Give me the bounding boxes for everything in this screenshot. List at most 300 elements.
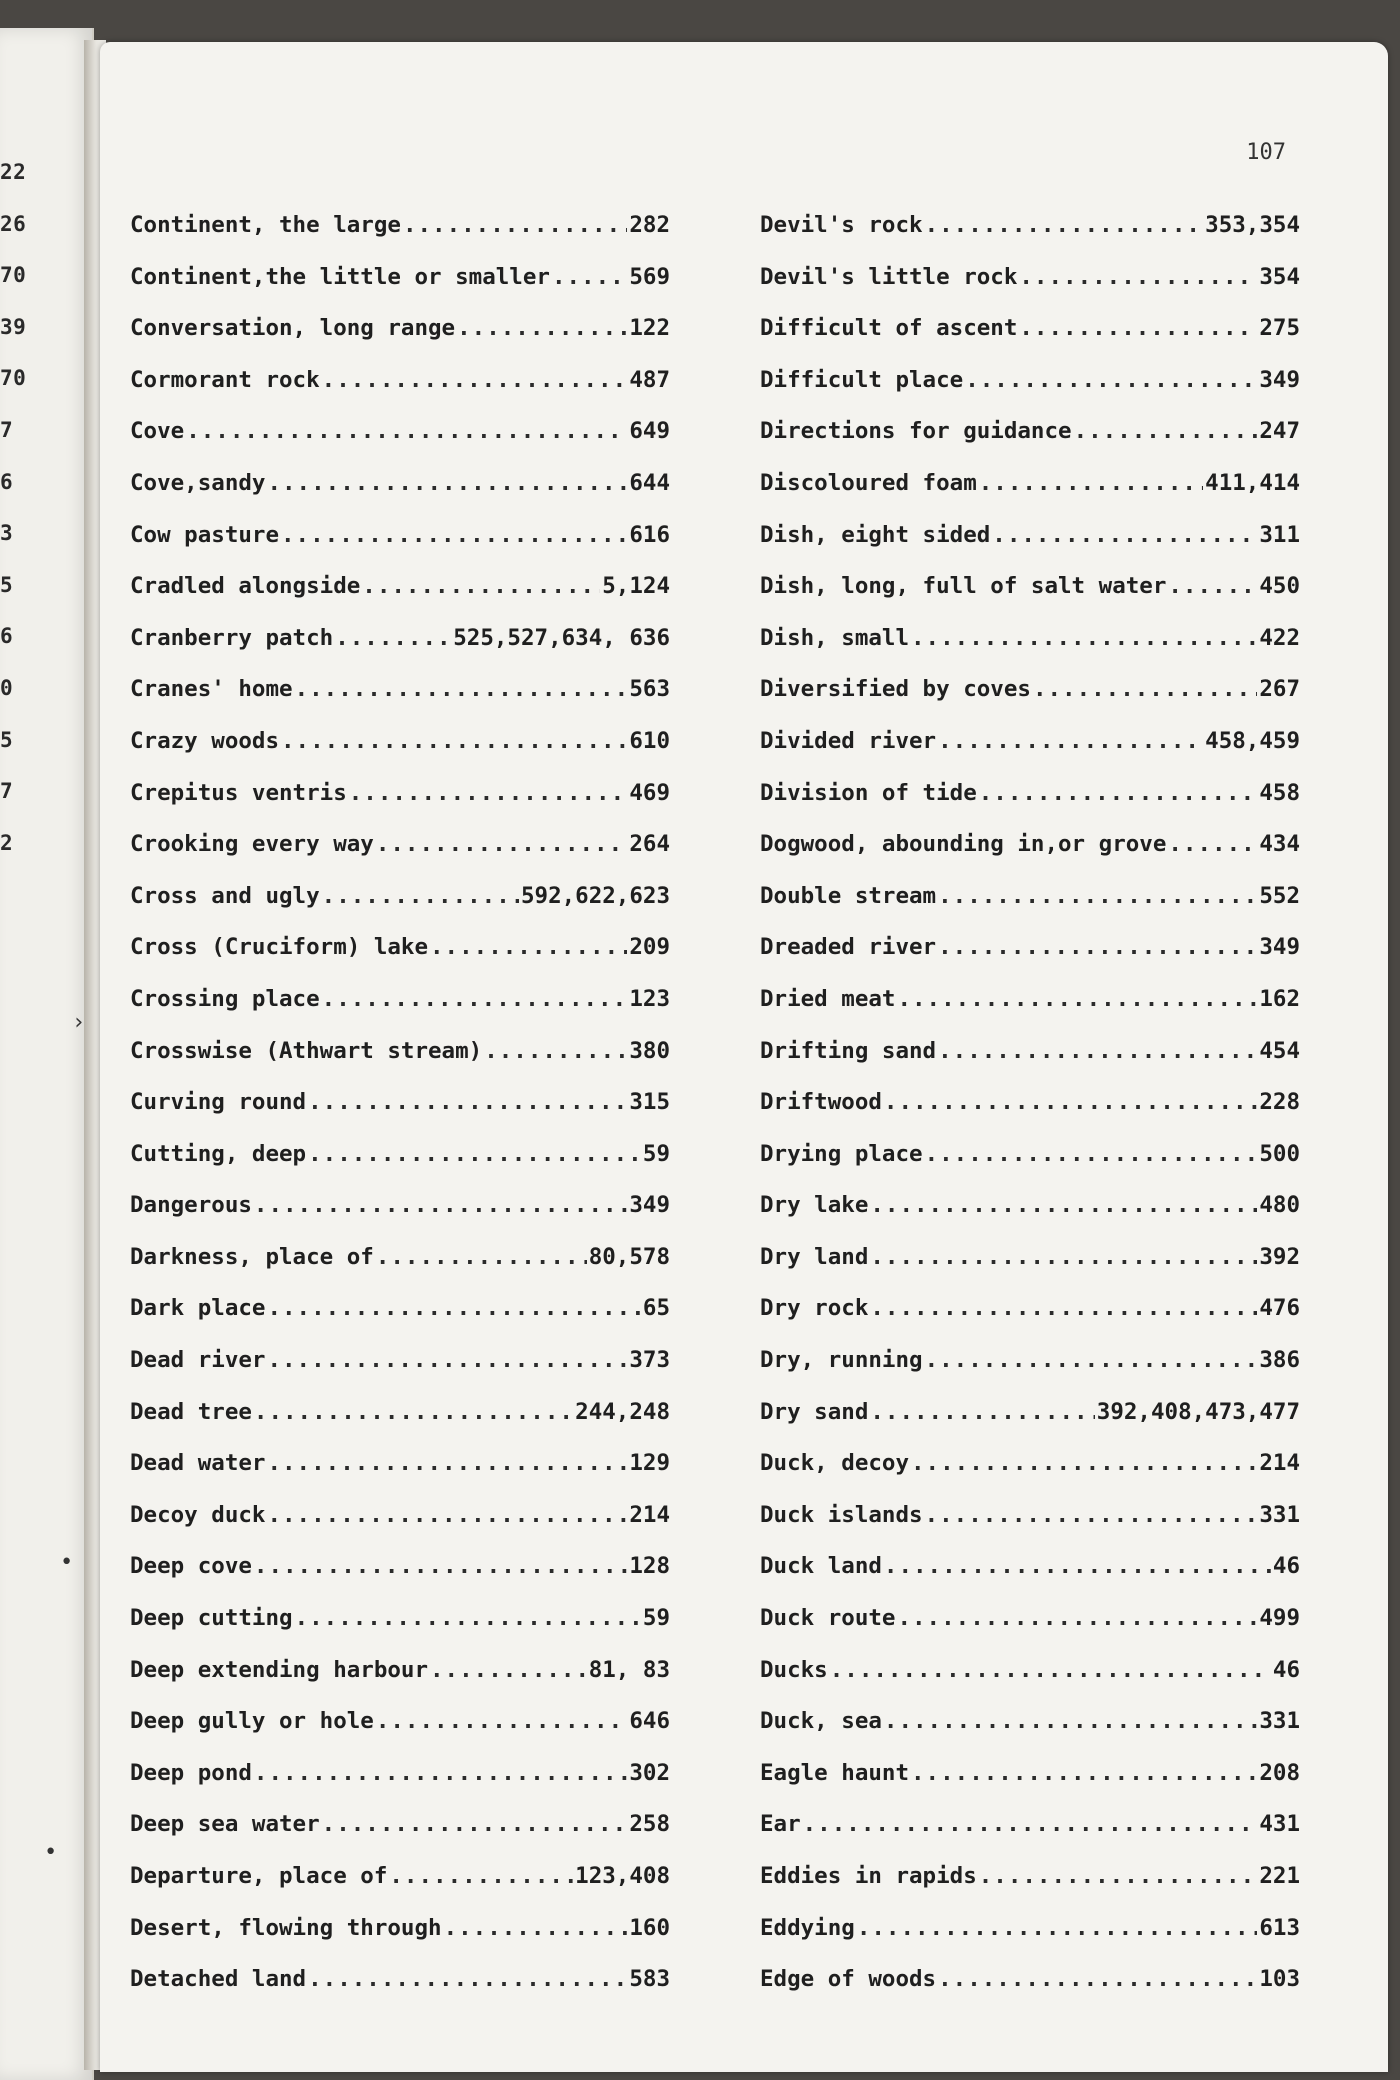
index-page-refs: 434	[1259, 831, 1300, 858]
index-entry	[130, 470, 670, 522]
index-term: Continent,the little or smaller	[130, 263, 550, 290]
index-term: Division of tide	[760, 779, 977, 806]
index-entry	[760, 212, 1300, 264]
dot-leader	[430, 934, 627, 960]
index-entry	[760, 1863, 1300, 1915]
index-entry	[760, 1553, 1300, 1605]
index-term: Cow pasture	[130, 521, 280, 548]
index-term: Edge of woods	[760, 1966, 937, 1993]
dot-leader	[308, 1141, 641, 1167]
index-term: Dry rock	[760, 1295, 869, 1322]
index-page-refs: 499	[1259, 1605, 1300, 1632]
index-page-refs: 46	[1272, 1553, 1300, 1580]
index-term: Deep extending harbour	[130, 1656, 429, 1683]
dot-leader	[322, 986, 628, 1012]
index-page-refs: 331	[1259, 1501, 1300, 1528]
index-term: Ear	[760, 1811, 801, 1838]
index-entry	[760, 264, 1300, 316]
index-entry	[130, 1553, 670, 1605]
index-entry	[760, 1450, 1300, 1502]
dot-leader	[1168, 831, 1257, 857]
index-page-refs: 552	[1259, 882, 1300, 909]
index-entry	[130, 1141, 670, 1193]
dot-leader	[897, 986, 1257, 1012]
index-page-refs: 214	[1259, 1450, 1300, 1477]
facing-page-fragment: 22	[0, 160, 27, 184]
index-page-refs: 646	[629, 1708, 670, 1735]
index-term: Devil's little rock	[760, 263, 1018, 290]
index-term: Duck, decoy	[760, 1450, 910, 1477]
index-entry	[130, 1038, 670, 1090]
facing-page-fragment: 7	[0, 779, 14, 804]
index-page-refs: 649	[629, 418, 670, 445]
index-page-refs: 275	[1259, 315, 1300, 342]
dot-leader	[803, 1811, 1258, 1837]
index-term: Cove	[130, 418, 185, 445]
index-entry	[130, 1708, 670, 1760]
page-number: 107	[1246, 140, 1286, 165]
index-term: Curving round	[130, 1089, 307, 1116]
index-term: Eddies in rapids	[760, 1863, 977, 1889]
index-page-refs: 302	[629, 1759, 670, 1786]
index-term: Driftwood	[760, 1089, 882, 1116]
index-page-refs: 349	[1259, 366, 1300, 393]
index-term: Difficult place	[760, 366, 964, 393]
dot-leader	[925, 212, 1204, 238]
index-entry	[130, 264, 670, 316]
index-term: Dry land	[760, 1243, 869, 1270]
dot-leader	[1019, 264, 1257, 290]
dot-leader	[362, 573, 600, 599]
index-page-refs: 162	[1259, 985, 1300, 1012]
index-entry	[130, 780, 670, 832]
dot-leader	[938, 728, 1203, 754]
dot-leader	[911, 1760, 1257, 1786]
index-term: Dry, running	[760, 1347, 923, 1374]
index-page-refs: 480	[1259, 1192, 1300, 1219]
dot-leader	[830, 1657, 1271, 1683]
dot-leader	[965, 367, 1257, 393]
index-term: Crosswise (Athwart stream)	[130, 1037, 483, 1064]
index-term: Divided river	[760, 727, 937, 754]
index-entry	[130, 934, 670, 986]
index-page-refs: 569	[629, 263, 670, 290]
facing-page-fragment: 6	[0, 624, 14, 649]
index-page-refs: 128	[629, 1553, 670, 1580]
index-entry	[130, 1966, 670, 2018]
dot-leader	[857, 1915, 1258, 1941]
index-term: Deep cove	[130, 1553, 252, 1580]
dot-leader	[254, 1553, 627, 1579]
dot-leader	[403, 212, 627, 238]
index-term: Cranberry patch	[130, 624, 334, 651]
index-page-refs: 613	[1259, 1914, 1300, 1941]
dot-leader	[979, 1863, 1258, 1889]
index-page-refs: 123	[629, 985, 670, 1012]
index-page-refs: 583	[629, 1966, 670, 1993]
dot-leader	[295, 676, 628, 702]
binding-mark: •	[44, 1840, 58, 1865]
index-entry	[130, 418, 670, 470]
index-entry	[130, 1502, 670, 1554]
index-term: Dish, small	[760, 624, 910, 651]
facing-page-fragment: 3	[0, 521, 14, 546]
index-page-refs: 380	[629, 1037, 670, 1064]
facing-page-fragment: 5	[0, 572, 14, 597]
index-entry	[760, 728, 1300, 780]
index-term: Cormorant rock	[130, 366, 320, 393]
index-page-refs: 386	[1259, 1347, 1300, 1374]
facing-page-fragment: 70	[0, 366, 27, 391]
dot-leader	[322, 883, 519, 909]
index-term: Crazy woods	[130, 727, 280, 754]
index-entry	[130, 1760, 670, 1812]
index-page-refs: 500	[1259, 1140, 1300, 1167]
dot-leader	[484, 1038, 627, 1064]
index-term: Double stream	[760, 882, 937, 909]
index-entry	[130, 212, 670, 264]
index-term: Deep sea water	[130, 1811, 320, 1838]
index-page-refs: 46	[1272, 1656, 1300, 1683]
dot-leader	[349, 780, 628, 806]
dot-leader	[267, 1450, 627, 1476]
index-term: Dark place	[130, 1295, 266, 1322]
dot-leader	[308, 1089, 627, 1115]
index-page-refs: 244,248	[575, 1398, 670, 1425]
index-entry	[760, 1399, 1300, 1451]
index-page-refs: 353,354	[1205, 212, 1300, 238]
index-entry	[760, 1657, 1300, 1709]
index-term: Continent, the large	[130, 212, 401, 238]
index-entry	[760, 1915, 1300, 1967]
index-term: Dish, long, full of salt water	[760, 573, 1167, 600]
index-term: Cove,sandy	[130, 469, 266, 496]
index-term: Drifting sand	[760, 1037, 937, 1064]
index-term: Drying place	[760, 1140, 923, 1167]
index-term: Desert, flowing through	[130, 1914, 442, 1941]
index-entry	[130, 831, 670, 883]
index-entry	[760, 315, 1300, 367]
binding-mark: ›	[72, 1010, 86, 1035]
binding-mark: •	[60, 1550, 74, 1575]
index-page-refs: 458,459	[1205, 727, 1300, 754]
index-entry	[130, 1244, 670, 1296]
index-page-refs: 373	[629, 1347, 670, 1374]
index-page-refs: 65	[642, 1295, 670, 1322]
index-page-refs: 422	[1259, 624, 1300, 651]
index-page-refs: 392,408,473,477	[1096, 1398, 1300, 1425]
dot-leader	[281, 728, 627, 754]
dot-leader	[552, 264, 627, 290]
index-entry	[760, 1605, 1300, 1657]
index-term: Decoy duck	[130, 1501, 266, 1528]
index-column-left	[130, 212, 670, 2018]
index-page-refs: 458	[1259, 779, 1300, 806]
dot-leader	[897, 1605, 1257, 1631]
index-entry	[760, 1141, 1300, 1193]
index-entry	[760, 780, 1300, 832]
index-page-refs: 123,408	[575, 1863, 670, 1889]
dot-leader	[254, 1192, 627, 1218]
dot-leader	[925, 1141, 1258, 1167]
index-entry	[130, 573, 670, 625]
index-page-refs: 282	[629, 212, 670, 238]
index-page-refs: 644	[629, 469, 670, 496]
dot-leader	[254, 1399, 573, 1425]
index-entry	[130, 522, 670, 574]
index-term: Discoloured foam	[760, 469, 977, 496]
dot-leader	[870, 1244, 1257, 1270]
index-entry	[130, 367, 670, 419]
index-term: Duck route	[760, 1605, 896, 1632]
index-page-refs: 525,527,634, 636	[453, 624, 670, 651]
dot-leader	[979, 780, 1258, 806]
index-page-refs: 349	[629, 1192, 670, 1219]
index-page-refs: 476	[1259, 1295, 1300, 1322]
dot-leader	[938, 883, 1257, 909]
dot-leader	[925, 1502, 1258, 1528]
dot-leader	[376, 1708, 628, 1734]
index-entry	[760, 1708, 1300, 1760]
index-page-refs: 450	[1259, 573, 1300, 600]
dot-leader	[1019, 315, 1257, 341]
dot-leader	[444, 1915, 628, 1941]
index-entry	[760, 676, 1300, 728]
index-term: Dry sand	[760, 1398, 869, 1425]
facing-page-fragment: 2	[0, 830, 14, 855]
index-page-refs: 411,414	[1205, 469, 1300, 496]
index-entry	[130, 883, 670, 935]
index-page-refs: 610	[629, 727, 670, 754]
dot-leader	[308, 1966, 627, 1992]
index-entry	[760, 1502, 1300, 1554]
index-entry	[130, 1915, 670, 1967]
index-entry	[760, 1295, 1300, 1347]
dot-leader	[376, 1244, 587, 1270]
index-entry	[760, 522, 1300, 574]
dot-leader	[911, 1450, 1257, 1476]
index-page-refs: 469	[629, 779, 670, 806]
facing-page-fragment: 7	[0, 418, 14, 442]
index-page-refs: 122	[629, 315, 670, 342]
index-term: Difficult of ascent	[760, 315, 1018, 342]
index-entry	[760, 1966, 1300, 2018]
index-entry	[760, 418, 1300, 470]
index-entry	[130, 315, 670, 367]
index-entry	[130, 1399, 670, 1451]
dot-leader	[430, 1657, 587, 1683]
index-term: Cross and ugly	[130, 882, 320, 909]
facing-page-fragment: 0	[0, 676, 14, 700]
index-term: Deep pond	[130, 1759, 252, 1786]
index-term: Dangerous	[130, 1192, 252, 1219]
index-entry	[130, 1295, 670, 1347]
dot-leader	[295, 1605, 641, 1631]
dot-leader	[457, 315, 627, 341]
index-page-refs: 563	[629, 676, 670, 703]
index-term: Duck, sea	[760, 1708, 882, 1735]
index-page-refs: 616	[629, 521, 670, 548]
index-page-refs: 214	[629, 1501, 670, 1528]
facing-page-fragment: 5	[0, 727, 14, 752]
dot-leader	[267, 1295, 640, 1321]
index-term: Dead water	[130, 1450, 266, 1477]
dot-leader	[884, 1089, 1257, 1115]
index-term: Dry lake	[760, 1192, 869, 1219]
index-entry	[760, 986, 1300, 1038]
index-page-refs: 80,578	[588, 1243, 670, 1270]
facing-page-fragment: 39	[0, 314, 27, 339]
index-term: Diversified by coves	[760, 676, 1031, 703]
index-entry	[130, 625, 670, 677]
index-page-refs: 129	[629, 1450, 670, 1477]
dot-leader	[267, 470, 627, 496]
dot-leader	[1168, 573, 1257, 599]
index-term: Dried meat	[760, 985, 896, 1012]
index-term: Dead river	[130, 1347, 266, 1374]
index-page-refs: 264	[629, 831, 670, 858]
index-page-refs: 247	[1259, 418, 1300, 445]
dot-leader	[938, 934, 1257, 960]
dot-leader	[938, 1038, 1257, 1064]
index-entry	[760, 1347, 1300, 1399]
index-page-refs: 331	[1259, 1708, 1300, 1735]
index-term: Darkness, place of	[130, 1243, 374, 1270]
index-entry	[760, 1192, 1300, 1244]
index-entry	[130, 1863, 670, 1915]
facing-page-fragment: 26	[0, 211, 27, 236]
index-entry	[760, 367, 1300, 419]
index-term: Dead tree	[130, 1398, 252, 1425]
index-term: Eagle haunt	[760, 1759, 910, 1786]
index-page-refs: 487	[629, 366, 670, 393]
dot-leader	[322, 367, 628, 393]
index-page-refs: 209	[629, 934, 670, 961]
index-page-refs: 454	[1259, 1037, 1300, 1064]
index-page-refs: 221	[1259, 1863, 1300, 1889]
index-term: Duck land	[760, 1553, 882, 1580]
index-page-refs: 315	[629, 1089, 670, 1116]
dot-leader	[186, 418, 627, 444]
index-entry	[760, 934, 1300, 986]
dot-leader	[376, 831, 628, 857]
dot-leader	[1033, 676, 1257, 702]
index-page-refs: 81, 83	[588, 1656, 670, 1683]
dot-leader	[870, 1192, 1257, 1218]
dot-leader	[870, 1399, 1094, 1425]
index-page-refs: 258	[629, 1811, 670, 1838]
index-page-refs: 160	[629, 1914, 670, 1941]
dot-leader	[992, 522, 1257, 548]
index-term: Crooking every way	[130, 831, 374, 858]
index-page-refs: 5,124	[602, 573, 670, 600]
dot-leader	[938, 1966, 1257, 1992]
index-term: Dreaded river	[760, 934, 937, 961]
index-page-refs: 349	[1259, 934, 1300, 961]
dot-leader	[267, 1347, 627, 1373]
index-entry	[130, 1657, 670, 1709]
facing-page	[0, 28, 94, 2080]
index-entry	[130, 1605, 670, 1657]
index-term: Cutting, deep	[130, 1140, 307, 1167]
index-entry	[760, 1244, 1300, 1296]
index-entry	[760, 625, 1300, 677]
index-term: Detached land	[130, 1966, 307, 1993]
dot-leader	[281, 522, 627, 548]
index-term: Crossing place	[130, 985, 320, 1012]
index-term: Devil's rock	[760, 212, 923, 238]
index-term: Cranes' home	[130, 676, 293, 703]
facing-page-fragment: 70	[0, 263, 27, 288]
index-entry	[760, 573, 1300, 625]
index-page-refs: 59	[642, 1605, 670, 1632]
index-term: Directions for guidance	[760, 418, 1072, 445]
index-page-refs: 208	[1259, 1759, 1300, 1786]
index-page-refs: 592,622,623	[520, 882, 670, 909]
index-entry	[130, 676, 670, 728]
index-term: Deep cutting	[130, 1605, 293, 1632]
index-entry	[760, 1811, 1300, 1863]
index-page-refs: 228	[1259, 1089, 1300, 1116]
dot-leader	[1074, 418, 1258, 444]
index-term: Cross (Cruciform) lake	[130, 934, 429, 961]
index-page-refs: 59	[642, 1140, 670, 1167]
index-page	[100, 42, 1388, 2072]
index-term: Departure, place of	[130, 1863, 388, 1889]
dot-leader	[254, 1760, 627, 1786]
index-entry	[130, 1089, 670, 1141]
index-entry	[130, 1450, 670, 1502]
dot-leader	[335, 625, 451, 651]
index-entry	[130, 986, 670, 1038]
index-entry	[760, 1038, 1300, 1090]
index-term: Eddying	[760, 1914, 855, 1941]
index-entry	[760, 831, 1300, 883]
index-entry	[760, 883, 1300, 935]
index-page-refs: 311	[1259, 521, 1300, 548]
index-entry	[130, 1192, 670, 1244]
index-entry	[130, 1811, 670, 1863]
index-page-refs: 431	[1259, 1811, 1300, 1838]
index-entry	[760, 1089, 1300, 1141]
index-entry	[760, 470, 1300, 522]
index-term: Dish, eight sided	[760, 521, 991, 548]
index-page-refs: 103	[1259, 1966, 1300, 1993]
index-page-refs: 354	[1259, 263, 1300, 290]
index-term: Dogwood, abounding in,or grove	[760, 831, 1167, 858]
dot-leader	[925, 1347, 1258, 1373]
index-entry	[130, 1347, 670, 1399]
dot-leader	[389, 1863, 573, 1889]
index-entry	[760, 1760, 1300, 1812]
index-entry	[130, 728, 670, 780]
index-term: Cradled alongside	[130, 573, 361, 600]
index-term: Duck islands	[760, 1501, 923, 1528]
index-page-refs: 267	[1259, 676, 1300, 703]
index-term: Crepitus ventris	[130, 779, 347, 806]
dot-leader	[267, 1502, 627, 1528]
dot-leader	[870, 1295, 1257, 1321]
dot-leader	[884, 1708, 1257, 1734]
index-term: Ducks	[760, 1656, 828, 1683]
dot-leader	[884, 1553, 1271, 1579]
index-column-right	[760, 212, 1300, 2018]
index-page-refs: 392	[1259, 1243, 1300, 1270]
dot-leader	[979, 470, 1203, 496]
index-term: Conversation, long range	[130, 315, 456, 342]
dot-leader	[322, 1811, 628, 1837]
facing-page-fragment: 6	[0, 469, 14, 494]
